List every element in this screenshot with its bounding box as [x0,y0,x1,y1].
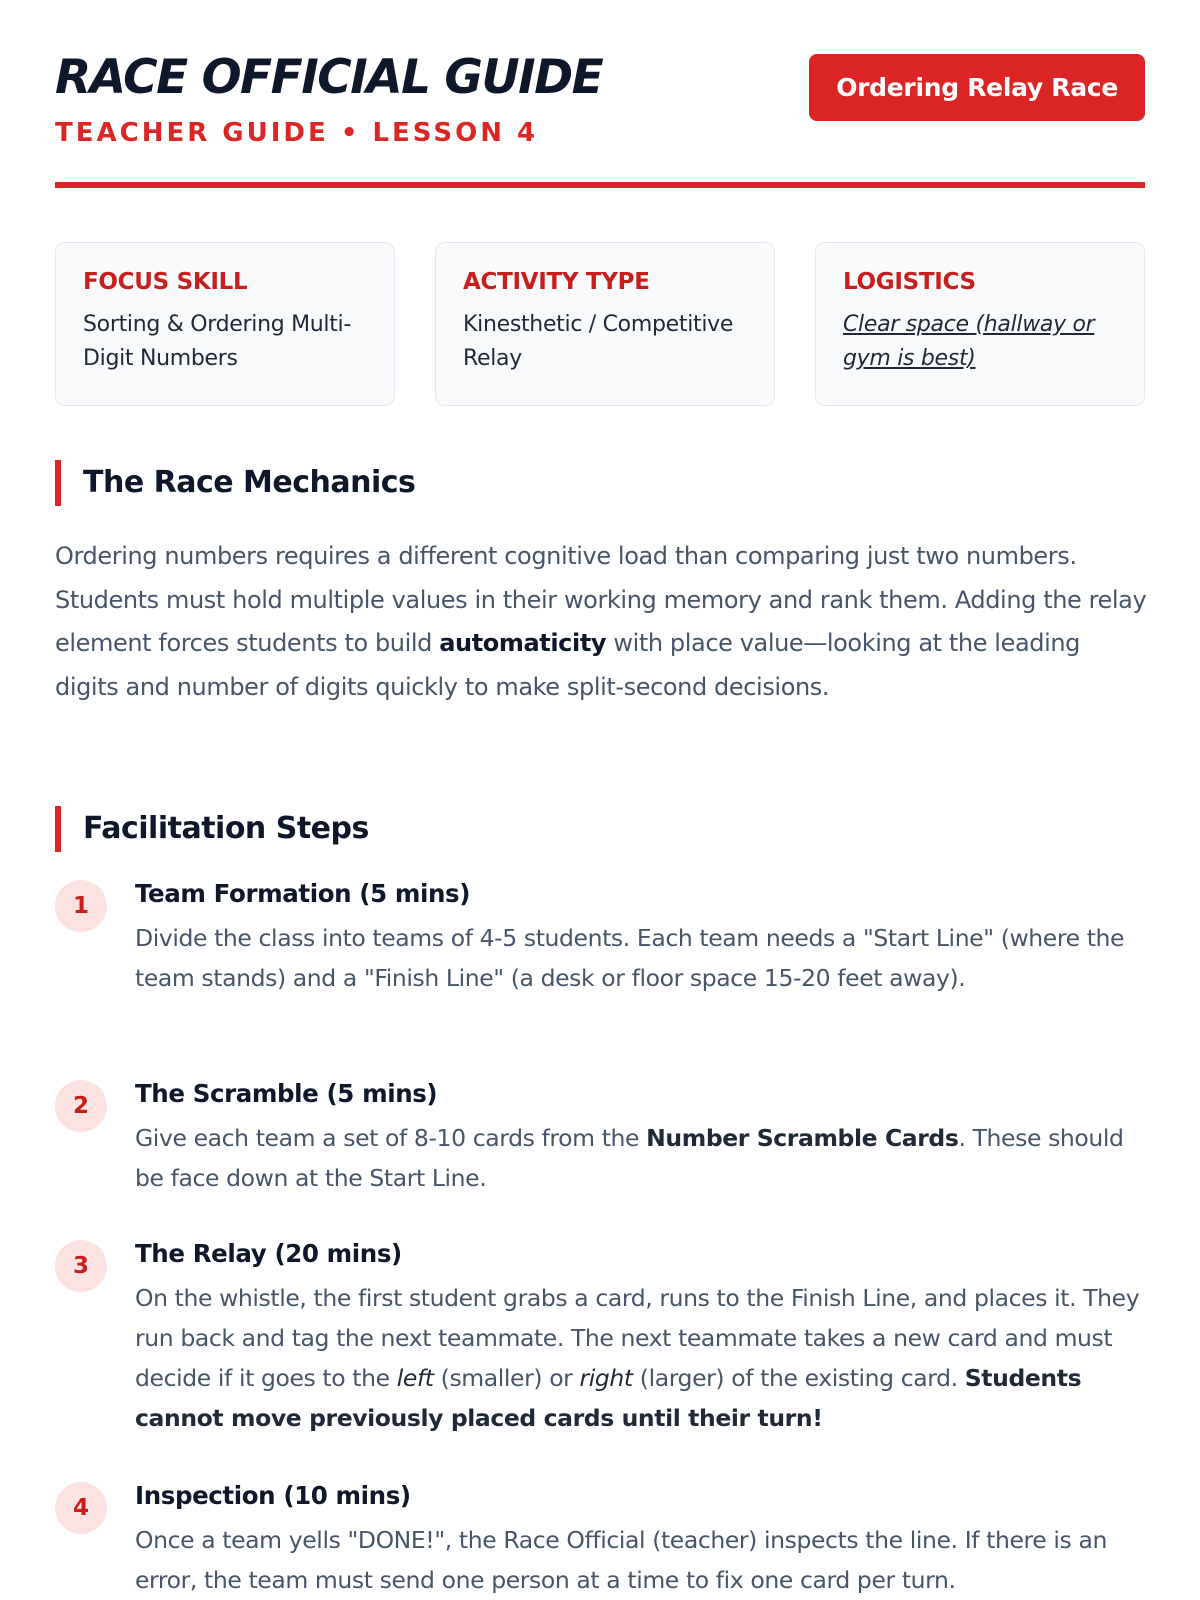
step-text-emphasis: Number Scramble Cards [646,1124,959,1152]
focus-skill-card [55,242,395,406]
step-text-part: Give each team a set of 8-10 cards from the [135,1124,647,1152]
step-text-part: On the whistle, the first student grabs a card, runs to the Finish Line, and places it. They run back and tag the next teammate. The next teammate takes a new card and must decide if it goes to the [135,1284,1140,1392]
card-label: FOCUS SKILL [83,269,248,295]
step-text-part: (larger) of the existing card. [632,1364,965,1392]
step-text-part: (smaller) or [433,1364,580,1392]
page-header [55,0,1145,188]
step-title: The Relay (20 mins) [135,1239,402,1268]
step-title: Inspection (10 mins) [135,1481,411,1510]
step-description [135,1118,1150,1198]
mechanics-text-part: with place value—looking at the leading digits and number of digits quickly to make split-second decisions. [55,629,1080,701]
logistics-card [815,242,1145,406]
race-mechanics-text [55,535,1150,709]
step-title: Team Formation (5 mins) [135,879,471,908]
step-description [135,1278,1150,1438]
mechanics-text-emphasis: automaticity [439,629,607,657]
step-description: Once a team yells "DONE!", the Race Official (teacher) inspects the line. If there is an error, the team must send one person at a time to fix one card per turn. [135,1526,1107,1594]
step-number-badge: 2 [55,1080,107,1132]
page-title: RACE OFFICIAL GUIDE [55,50,603,105]
page-subtitle: TEACHER GUIDE • LESSON 4 [55,118,539,148]
race-mechanics-heading: The Race Mechanics [55,460,415,506]
step-title: The Scramble (5 mins) [135,1079,438,1108]
step-description: Divide the class into teams of 4-5 students. Each team needs a "Start Line" (where the team stands) and a "Finish Line" (a desk or floor space 15-20 feet away). [135,924,1125,992]
step-number-badge: 1 [55,880,107,932]
info-cards [55,242,1145,406]
logistics-link[interactable]: Clear space (hallway or gym is best) [843,312,1095,371]
card-value: Sorting & Ordering Multi-Digit Numbers [83,312,352,371]
card-label: LOGISTICS [843,269,976,295]
facilitation-steps-heading: Facilitation Steps [55,806,369,852]
step-number-badge: 4 [55,1482,107,1534]
step-text-emphasis: Students cannot move previously placed cards until their turn! [135,1364,1082,1432]
step-text-italic: left [396,1364,434,1392]
step-text-italic: right [579,1364,633,1392]
card-label: ACTIVITY TYPE [463,269,650,295]
lesson-badge: Ordering Relay Race [809,54,1145,121]
step-number-badge: 3 [55,1240,107,1292]
activity-type-card [435,242,775,406]
mechanics-text-part: Ordering numbers requires a different cognitive load than comparing just two numbers. Students must hold multiple values in their working memory and rank them. Adding the relay element forces students to build [55,542,1147,657]
card-value: Kinesthetic / Competitive Relay [463,312,734,371]
step-text-part: . These should be face down at the Start Line. [135,1124,1124,1192]
